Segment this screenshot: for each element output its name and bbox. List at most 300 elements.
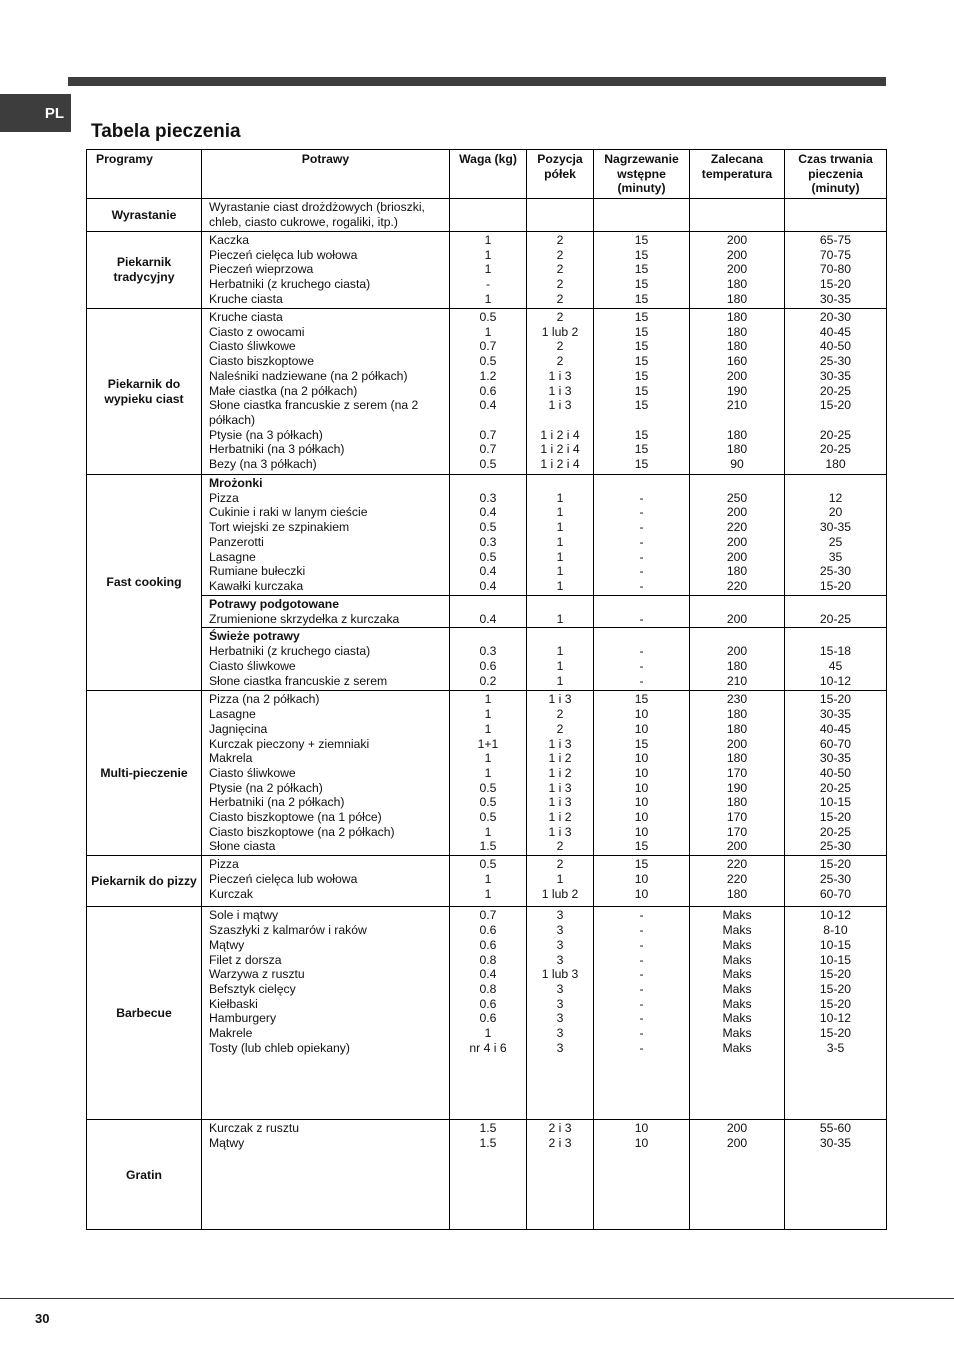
time-value: 15-20 [819,692,852,707]
header-programs: Programy [87,150,202,199]
temp-value: 200 [726,839,748,854]
baking-table [86,149,887,1230]
temp-value: 180 [726,707,748,722]
weight-value: 1 [484,1026,492,1041]
shelf-value: 2 i 3 [548,1136,572,1151]
weight-cell [450,475,527,596]
group-spacer [531,629,589,644]
page-number: 30 [35,1311,50,1326]
shelf-value: 1 i 3 [548,736,572,751]
dish-value: Naleśniki nadziewane (na 2 półkach) [209,368,408,383]
temp-cell [690,475,785,596]
weight-value: 0.5 [479,520,497,535]
dish-value: Pizza (na 2 półkach) [209,692,320,707]
weight-value: 1 [484,872,492,887]
preheat-value: - [639,505,644,520]
dish-value: Bezy (na 3 półkach) [209,457,317,472]
preheat-value: 15 [634,857,649,872]
weight-cell [450,856,527,907]
shelf-value: 1 lub 3 [541,967,579,982]
preheat-value: - [639,611,644,626]
weight-value: 0.3 [479,644,497,659]
temp-value: 180 [726,751,748,766]
preheat-value: 15 [634,839,649,854]
preheat-value: - [639,644,644,659]
temp-value: Maks [722,1026,752,1041]
temp-value: 200 [726,1121,748,1136]
table-row [87,232,887,309]
header-dishes: Potrawy [202,150,450,199]
time-value: 70-80 [819,262,852,277]
shelf-value: 1 [556,505,564,520]
temp-cell [690,309,785,475]
shelf-value: 1 lub 2 [541,886,579,901]
shelf-value: 1 i 2 [548,810,572,825]
shelf-value: 2 [556,233,564,247]
time-value: 30-35 [819,751,852,766]
group-spacer [789,629,882,644]
temp-value: Maks [722,937,752,952]
dish-value: Filet z dorsza [209,952,282,967]
dish-value: Tort wiejski ze szpinakiem [209,520,350,535]
time-value: 15-20 [819,277,852,292]
preheat-value: 10 [634,1136,649,1151]
temp-value: 180 [726,310,748,324]
preheat-value: 10 [634,780,649,795]
dish-cell [202,232,450,309]
temp-value: 190 [726,383,748,398]
preheat-value: 15 [634,457,649,472]
preheat-value: 15 [634,692,649,707]
weight-value: 0.5 [479,549,497,564]
group-spacer [531,597,589,612]
temp-cell [690,856,785,907]
preheat-value: 15 [634,247,649,262]
group-spacer [531,476,589,491]
table-row [87,309,887,475]
dish-value: Cukinie i raki w lanym cieście [209,505,368,520]
shelf-value: 1 [556,644,564,659]
shelf-value: 1 [556,534,564,549]
time-cell [785,691,887,856]
weight-value: 0.6 [479,383,497,398]
dish-cell [202,475,450,596]
weight-value: 0.6 [479,658,497,673]
dish-value: Lasagne [209,549,256,564]
table-row [87,628,887,691]
preheat-value: 15 [634,324,649,339]
program-cell: Multi-pieczenie [87,691,202,856]
weight-value: 1 [484,692,492,707]
shelf-value: 2 [556,262,564,277]
program-cell: Fast cooking [87,475,202,691]
weight-value: nr 4 i 6 [469,1040,507,1055]
shelf-value: 3 [556,996,564,1011]
dish-value: Makrela [209,751,253,766]
dish-value: Ciasto biszkoptowe [209,354,314,369]
dish-value: Kurczak pieczony + ziemniaki [209,736,370,751]
shelf-value: 2 i 3 [548,1121,572,1136]
dish-value: Pizza [209,857,239,872]
shelf-value: 3 [556,981,564,996]
temp-value: 190 [726,780,748,795]
dish-value: Ptysie (na 2 półkach) [209,780,323,795]
table-row [87,856,887,907]
dish-value: Kurczak [209,886,254,901]
weight-cell [450,309,527,475]
table-row [87,596,887,628]
temp-value: 200 [726,644,748,659]
temp-value: 180 [726,564,748,579]
dish-value: Herbatniki (z kruchego ciasta) [209,277,371,292]
temp-value: 200 [726,736,748,751]
temp-cell [690,907,785,1120]
temp-value: 220 [726,872,748,887]
temp-value: 220 [726,520,748,535]
dish-value: Panzerotti [209,534,264,549]
preheat-value [598,413,685,428]
preheat-value: 10 [634,795,649,810]
weight-value: 0.8 [479,981,497,996]
temp-value: 180 [726,339,748,354]
preheat-value: 15 [634,368,649,383]
shelf-value: 1 lub 2 [541,324,579,339]
shelf-value: 1 [556,611,564,626]
temp-value: Maks [722,996,752,1011]
weight-value: 0.5 [479,780,497,795]
preheat-value: - [639,1026,644,1041]
preheat-cell [594,856,690,907]
shelf-value: 3 [556,1011,564,1026]
dish-value: Warzywa z rusztu [209,967,305,982]
dish-value: Sole i mątwy [209,908,279,923]
dish-value: Słone ciasta [209,839,276,854]
weight-value: 0.2 [479,673,497,688]
weight-cell [450,691,527,856]
shelf-cell [527,199,594,232]
weight-cell [450,1120,527,1230]
time-value: 30-35 [819,520,852,535]
time-value: 25-30 [819,564,852,579]
time-value: 10-12 [819,1011,852,1026]
table-row [87,907,887,1120]
page-title: Tabela pieczenia [91,121,241,142]
dish-value: Małe ciastka (na 2 półkach) [209,383,358,398]
weight-value [454,413,522,428]
temp-value: 210 [726,673,748,688]
weight-value: 1.5 [479,1136,497,1151]
dish-value: Kaczka [209,233,249,247]
weight-value: 0.4 [479,505,497,520]
time-value: 65-75 [819,233,852,247]
temp-value [694,413,780,428]
preheat-value: 10 [634,824,649,839]
header-time: Czas trwania pieczenia (minuty) [785,150,887,199]
shelf-value: 1 i 3 [548,398,572,413]
dish-value: Kurczak z rusztu [209,1121,300,1136]
weight-value: 0.4 [479,398,497,413]
preheat-cell [594,596,690,628]
shelf-cell [527,475,594,596]
weight-value: 0.6 [479,1011,497,1026]
preheat-cell [594,628,690,691]
preheat-value: 15 [634,354,649,369]
time-value: 12 [828,490,843,505]
time-value: 15-20 [819,996,852,1011]
dish-value: Hamburgery [209,1011,277,1026]
shelf-cell [527,232,594,309]
preheat-value: - [639,520,644,535]
shelf-value: 1 [556,564,564,579]
temp-cell [690,596,785,628]
temp-value: 250 [726,490,748,505]
weight-value: 1 [484,247,492,262]
top-rule [68,77,886,86]
shelf-value: 1 i 2 i 4 [540,442,580,457]
group-spacer [598,629,685,644]
dish-cell [202,907,450,1120]
temp-value: 180 [726,442,748,457]
group-spacer [694,476,780,491]
temp-value: 220 [726,857,748,872]
preheat-value: 15 [634,233,649,247]
dish-value: Ciasto śliwkowe [209,339,296,354]
temp-value: 170 [726,810,748,825]
temp-value: 180 [726,291,748,306]
shelf-value: 1 i 2 i 4 [540,427,580,442]
group-heading: Świeże potrawy [209,629,300,644]
time-value: 40-45 [819,721,852,736]
time-value: 45 [828,658,843,673]
temp-value: 200 [726,233,748,247]
preheat-cell [594,475,690,596]
footer-rule [0,1298,954,1299]
weight-value: 1.2 [479,368,497,383]
header-shelf: Pozycja półek [527,150,594,199]
weight-cell [450,232,527,309]
time-value: 15-20 [819,810,852,825]
dish-value: półkach) [209,412,256,427]
preheat-value: - [639,1040,644,1055]
time-value: 40-50 [819,339,852,354]
shelf-value: 3 [556,908,564,923]
dish-value: Wyrastanie ciast drożdżowych (brioszki, chleb, ciasto cukrowe, rogaliki, itp.) [209,200,425,229]
time-value: 15-20 [819,967,852,982]
preheat-value: 10 [634,721,649,736]
header-preheat: Nagrzewanie wstępne (minuty) [594,150,690,199]
weight-value: 0.8 [479,952,497,967]
dish-value: Kruche ciasta [209,310,283,324]
time-value: 10-12 [819,908,852,923]
dish-cell [202,596,450,628]
preheat-value: 15 [634,291,649,306]
dish-value: Kiełbaski [209,996,258,1011]
program-cell: Barbecue [87,907,202,1120]
shelf-cell [527,596,594,628]
time-value: 55-60 [819,1121,852,1136]
time-cell [785,856,887,907]
header-weight: Waga (kg) [450,150,527,199]
dish-value: Słone ciastka francuskie z serem [209,673,388,688]
dish-value: Makrele [209,1026,253,1041]
shelf-value: 2 [556,339,564,354]
time-value: 60-70 [819,886,852,901]
time-value: 3-5 [826,1040,845,1055]
dish-value: Ptysie (na 3 półkach) [209,427,323,442]
table-row [87,1120,887,1230]
table-row [87,475,887,596]
temp-value: Maks [722,923,752,938]
shelf-value: 1 i 3 [548,368,572,383]
weight-value: 0.4 [479,564,497,579]
group-heading: Potrawy podgotowane [209,597,340,611]
weight-cell [450,907,527,1120]
group-spacer [454,597,522,612]
temp-cell [690,628,785,691]
time-value: 40-45 [819,324,852,339]
time-cell [785,1120,887,1230]
time-value: 70-75 [819,247,852,262]
weight-value: 1 [484,707,492,722]
dish-cell [202,199,450,232]
temp-value: 200 [726,247,748,262]
time-cell [785,596,887,628]
time-value: 60-70 [819,736,852,751]
dish-value: Mątwy [209,937,245,952]
weight-value: - [485,277,491,292]
table-row [87,199,887,232]
weight-value: 0.7 [479,442,497,457]
shelf-value: 1 [556,549,564,564]
temp-cell [690,232,785,309]
shelf-cell [527,856,594,907]
weight-value: 1 [484,262,492,277]
weight-value: 0.7 [479,908,497,923]
group-heading: Mrożonki [209,476,263,490]
weight-cell [450,596,527,628]
weight-value: 0.6 [479,996,497,1011]
weight-value: 1 [484,291,492,306]
shelf-value: 2 [556,839,564,854]
dish-value: Pizza [209,490,239,505]
preheat-value: - [639,534,644,549]
temp-value: 170 [726,824,748,839]
temp-value: Maks [722,952,752,967]
dish-value: Ciasto z owocami [209,324,305,339]
program-cell: Wyrastanie [87,199,202,232]
preheat-value: - [639,996,644,1011]
dish-value: Kawałki kurczaka [209,578,304,593]
preheat-value: - [639,673,644,688]
shelf-value: 3 [556,937,564,952]
temp-value: 180 [726,324,748,339]
shelf-value: 3 [556,923,564,938]
preheat-value: - [639,564,644,579]
temp-value: 200 [726,534,748,549]
shelf-value: 2 [556,277,564,292]
dish-value: Tosty (lub chleb opiekany) [209,1040,350,1055]
shelf-value [531,413,589,428]
preheat-value: - [639,967,644,982]
shelf-cell [527,907,594,1120]
group-spacer [454,629,522,644]
table-header-row [87,150,887,199]
preheat-value: 10 [634,886,649,901]
program-cell: Gratin [87,1120,202,1230]
weight-value: 1 [484,886,492,901]
weight-value: 1 [484,824,492,839]
temp-value: 210 [726,398,748,413]
time-value: 15-20 [819,857,852,872]
temp-value: 180 [726,427,748,442]
preheat-value: - [639,1011,644,1026]
preheat-value: 10 [634,751,649,766]
program-cell: Piekarnik tradycyjny [87,232,202,309]
time-value: 15-20 [819,578,852,593]
shelf-value: 1 [556,520,564,535]
time-cell [785,309,887,475]
time-value: 30-35 [819,707,852,722]
shelf-cell [527,1120,594,1230]
time-value: 30-35 [819,1136,852,1151]
time-value: 10-15 [819,952,852,967]
preheat-value: 15 [634,383,649,398]
temp-value: 160 [726,354,748,369]
shelf-value: 2 [556,354,564,369]
preheat-value: - [639,658,644,673]
temp-value: Maks [722,967,752,982]
temp-value: Maks [722,1011,752,1026]
temp-value: 180 [726,277,748,292]
shelf-value: 1 i 3 [548,692,572,707]
dish-cell [202,309,450,475]
time-value: 20-25 [819,611,852,626]
temp-value: Maks [722,1040,752,1055]
time-value: 10-15 [819,937,852,952]
temp-value: 180 [726,886,748,901]
weight-value: 1+1 [477,736,499,751]
temp-value: Maks [722,981,752,996]
weight-value: 0.6 [479,923,497,938]
time-cell [785,232,887,309]
shelf-value: 1 i 3 [548,795,572,810]
temp-value: 200 [726,549,748,564]
shelf-value: 1 i 2 [548,765,572,780]
time-value: 20-25 [819,442,852,457]
time-value: 10-12 [819,673,852,688]
group-spacer [694,597,780,612]
preheat-value: 10 [634,707,649,722]
shelf-value: 3 [556,1026,564,1041]
weight-value: 0.4 [479,967,497,982]
shelf-value: 3 [556,952,564,967]
time-value: 15-20 [819,398,852,413]
weight-value: 0.3 [479,490,497,505]
time-value: 20 [828,505,843,520]
time-cell [785,907,887,1120]
time-value: 30-35 [819,368,852,383]
shelf-value: 1 i 3 [548,383,572,398]
shelf-value: 1 [556,490,564,505]
dish-value: Herbatniki (na 3 półkach) [209,442,345,457]
preheat-value: 10 [634,872,649,887]
weight-cell [450,628,527,691]
temp-cell [690,1120,785,1230]
shelf-cell [527,691,594,856]
time-value: 8-10 [823,923,848,938]
weight-value: 1 [484,751,492,766]
preheat-cell [594,1120,690,1230]
